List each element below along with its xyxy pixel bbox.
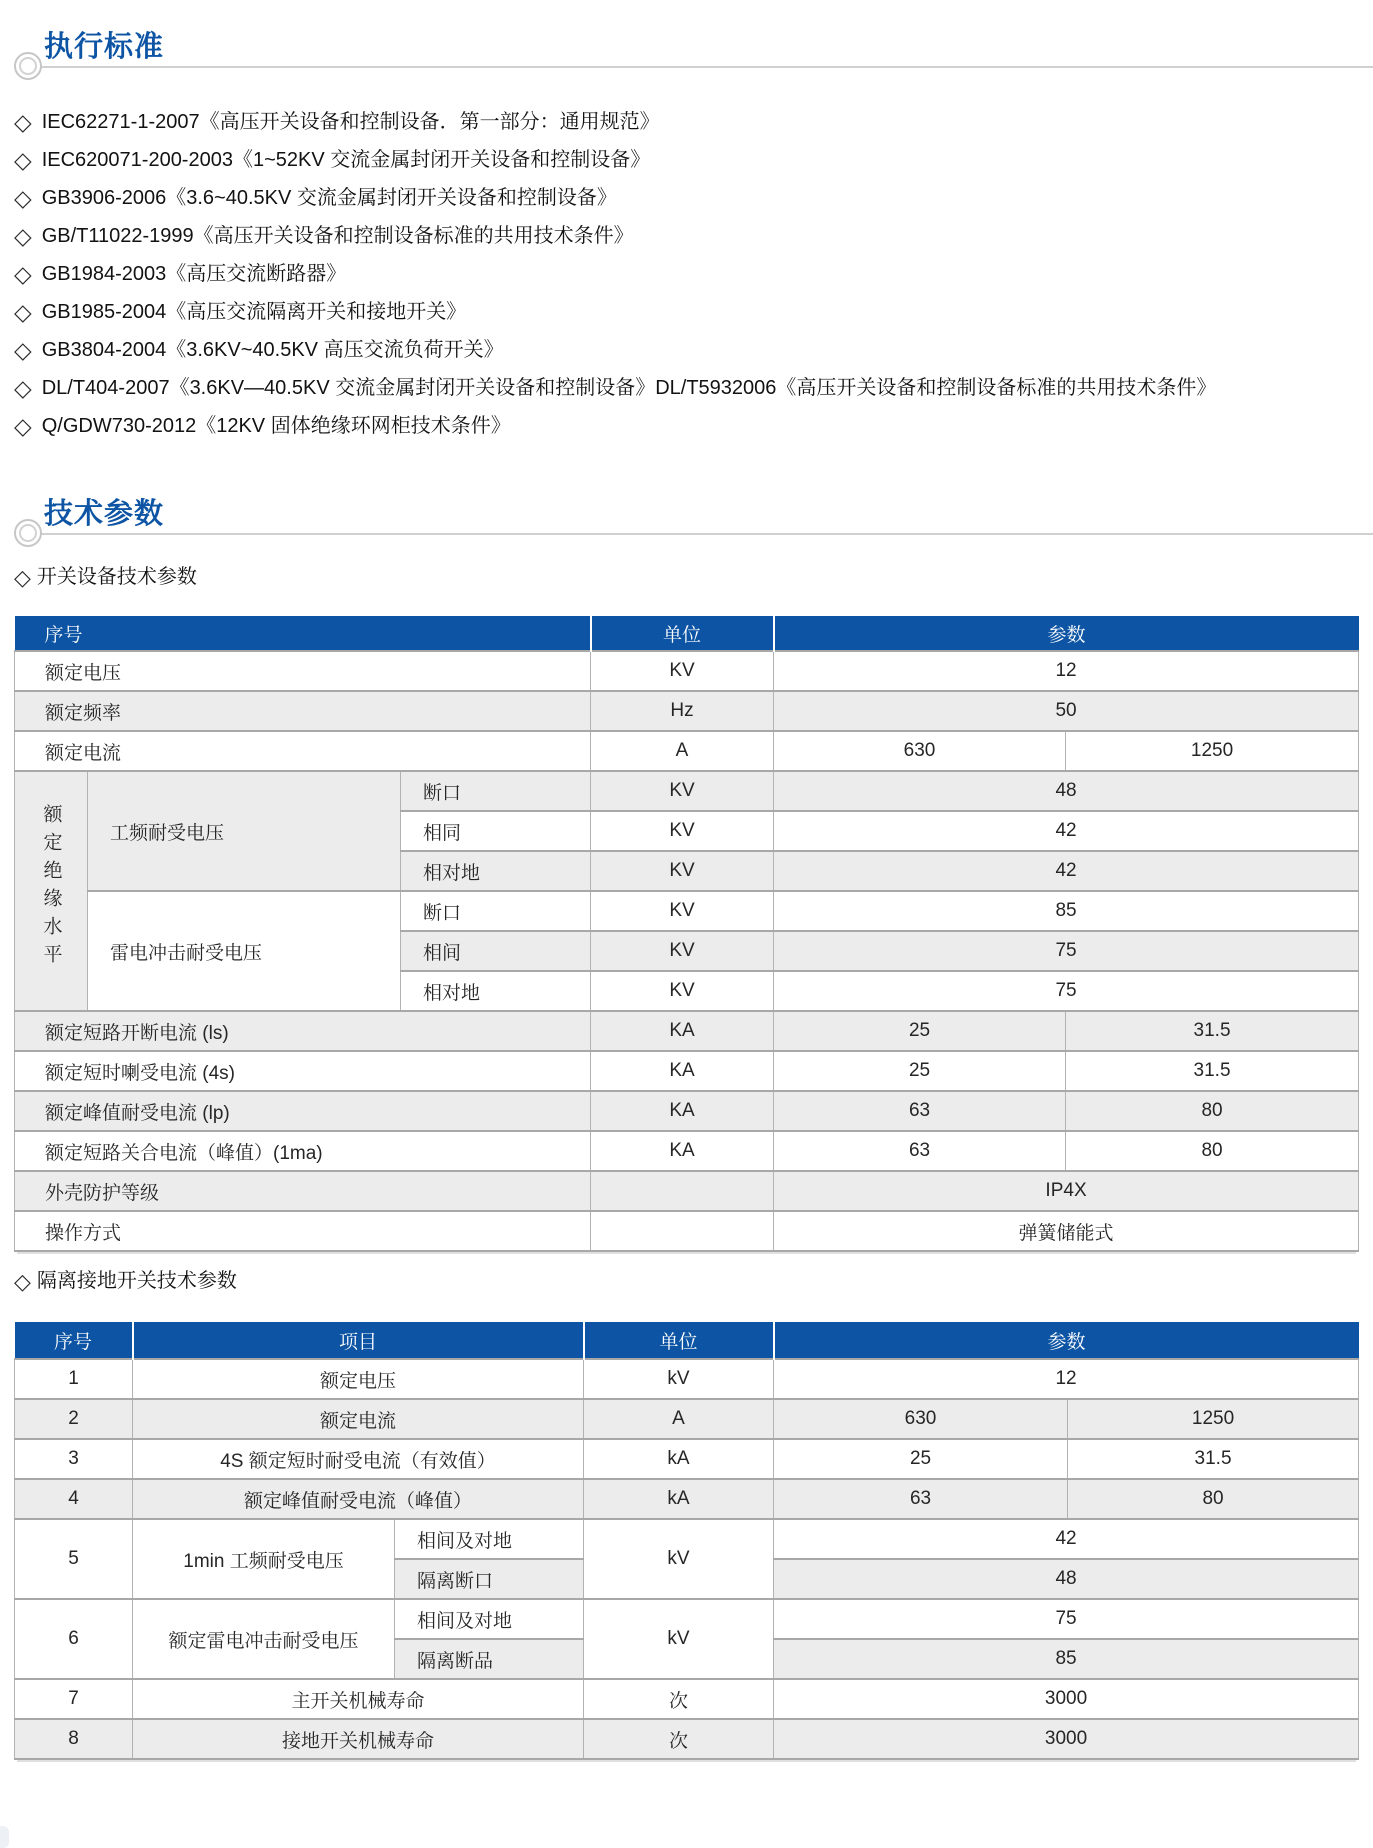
row-unit: kV <box>584 1519 774 1599</box>
row-value: 50 <box>774 691 1359 731</box>
list-item <box>14 331 1364 369</box>
list-item <box>14 407 1364 445</box>
standard-text: Q/GDW730-2012《12KV 固体绝缘环网柜技术条件》 <box>41 415 511 437</box>
row-subgroup-label: 工频耐受电压 <box>88 771 401 891</box>
row-value: 75 <box>774 971 1359 1011</box>
column-header-unit: 单位 <box>584 1322 774 1359</box>
column-header-item: 项目 <box>133 1322 584 1359</box>
table-row <box>15 1719 1359 1759</box>
list-item <box>14 369 1364 407</box>
list-item <box>14 217 1364 255</box>
column-header-index: 序号 <box>15 1322 133 1359</box>
row-value-1: 63 <box>774 1091 1066 1131</box>
row-group-label-vertical: 额定绝缘水平 <box>15 771 88 1011</box>
row-unit: KA <box>591 1091 774 1131</box>
diamond-bullet-icon: ◇ <box>14 185 32 211</box>
standard-text: GB1984-2003《高压交流断路器》 <box>41 263 347 285</box>
ring-icon <box>14 519 42 547</box>
row-value: IP4X <box>774 1171 1359 1211</box>
diamond-bullet-icon: ◇ <box>14 375 32 401</box>
standard-text: GB3804-2004《3.6KV~40.5KV 高压交流负荷开关》 <box>41 339 504 361</box>
row-unit <box>591 1171 774 1211</box>
row-value-2: 31.5 <box>1068 1439 1359 1479</box>
diamond-bullet-icon: ◇ <box>14 1269 31 1294</box>
table-header-row <box>15 1322 1359 1359</box>
row-unit: KV <box>591 851 774 891</box>
table-row <box>15 1171 1359 1211</box>
table-row <box>15 1011 1359 1051</box>
row-label: 外壳防护等级 <box>15 1171 591 1211</box>
table-row <box>15 651 1359 691</box>
row-value: 75 <box>774 1599 1359 1639</box>
list-item <box>14 255 1364 293</box>
row-item: 接地开关机械寿命 <box>133 1719 584 1759</box>
row-index: 2 <box>15 1399 133 1439</box>
row-sub-label: 隔离断口 <box>395 1559 584 1599</box>
row-unit: kV <box>584 1359 774 1399</box>
row-unit: KA <box>591 1011 774 1051</box>
section-divider <box>30 66 1373 68</box>
row-label: 额定峰值耐受电流 (lp) <box>15 1091 591 1131</box>
subsection-disconnector-params <box>14 1264 237 1295</box>
row-index: 3 <box>15 1439 133 1479</box>
row-value: 12 <box>774 1359 1359 1399</box>
section-title-tech-params: 技术参数 <box>44 498 165 530</box>
row-sub-label: 隔离断品 <box>395 1639 584 1679</box>
standard-text: DL/T404-2007《3.6KV—40.5KV 交流金属封闭开关设备和控制设备》DL/T5932006《高压开关设备和控制设备标准的共用技术条件》 <box>41 377 1217 399</box>
row-unit: KV <box>591 971 774 1011</box>
row-sub-label: 相间及对地 <box>395 1599 584 1639</box>
row-value-1: 63 <box>774 1479 1068 1519</box>
row-unit: KV <box>591 931 774 971</box>
row-item: 主开关机械寿命 <box>133 1679 584 1719</box>
row-unit: 次 <box>584 1679 774 1719</box>
standard-text: GB/T11022-1999《高压开关设备和控制设备标准的共用技术条件》 <box>41 225 634 247</box>
standard-text: IEC620071-200-2003《1~52KV 交流金属封闭开关设备和控制设备》 <box>41 149 651 171</box>
row-index: 4 <box>15 1479 133 1519</box>
row-unit: A <box>584 1399 774 1439</box>
disconnector-params-table <box>14 1322 1359 1760</box>
column-header-param: 参数 <box>774 1322 1359 1359</box>
switchgear-params-table <box>14 616 1359 1252</box>
table-row <box>15 1479 1359 1519</box>
row-unit: KV <box>591 651 774 691</box>
list-item <box>14 179 1364 217</box>
diamond-bullet-icon: ◇ <box>14 261 32 287</box>
row-unit: KV <box>591 891 774 931</box>
row-value-1: 63 <box>774 1131 1066 1171</box>
standard-text: GB3906-2006《3.6~40.5KV 交流金属封闭开关设备和控制设备》 <box>41 187 617 209</box>
row-index: 6 <box>15 1599 133 1679</box>
row-unit <box>591 1211 774 1251</box>
list-item <box>14 141 1364 179</box>
table-row <box>15 1399 1359 1439</box>
row-value-1: 25 <box>774 1439 1068 1479</box>
row-value: 85 <box>774 891 1359 931</box>
subsection-switchgear-params <box>14 560 197 591</box>
row-unit: kV <box>584 1599 774 1679</box>
row-unit: A <box>591 731 774 771</box>
row-value: 42 <box>774 1519 1359 1559</box>
row-label: 额定短路开断电流 (ls) <box>15 1011 591 1051</box>
list-item <box>14 103 1364 141</box>
diamond-bullet-icon: ◇ <box>14 413 32 439</box>
table-row <box>15 1359 1359 1399</box>
row-sub-label: 相对地 <box>401 851 591 891</box>
diamond-bullet-icon: ◇ <box>14 147 32 173</box>
row-value-2: 80 <box>1068 1479 1359 1519</box>
row-sub-label: 相间及对地 <box>395 1519 584 1559</box>
row-value: 3000 <box>774 1679 1359 1719</box>
row-value-1: 25 <box>774 1051 1066 1091</box>
row-value-2: 80 <box>1066 1091 1359 1131</box>
table-row <box>15 1679 1359 1719</box>
row-label: 操作方式 <box>15 1211 591 1251</box>
row-unit: KV <box>591 811 774 851</box>
row-value: 42 <box>774 811 1359 851</box>
row-value-2: 1250 <box>1068 1399 1359 1439</box>
row-value-1: 630 <box>774 731 1066 771</box>
row-value-2: 80 <box>1066 1131 1359 1171</box>
table-row <box>15 1051 1359 1091</box>
row-value: 48 <box>774 1559 1359 1599</box>
row-item: 额定电压 <box>133 1359 584 1399</box>
diamond-bullet-icon: ◇ <box>14 109 32 135</box>
standard-text: IEC62271-1-2007《高压开关设备和控制设备．第一部分：通用规范》 <box>41 111 660 133</box>
subsection-label: 隔离接地开关技术参数 <box>36 1270 237 1292</box>
list-item <box>14 293 1364 331</box>
row-label: 额定短路关合电流（峰值）(1ma) <box>15 1131 591 1171</box>
table-row <box>15 1091 1359 1131</box>
row-sub-label: 相同 <box>401 811 591 851</box>
section-title-standards: 执行标准 <box>44 31 165 63</box>
row-value: 弹簧储能式 <box>774 1211 1359 1251</box>
table-row <box>15 1211 1359 1251</box>
row-value: 42 <box>774 851 1359 891</box>
ring-icon <box>14 52 42 80</box>
table-row <box>15 1519 1359 1559</box>
diamond-bullet-icon: ◇ <box>14 565 31 590</box>
row-unit: kA <box>584 1439 774 1479</box>
row-unit: KV <box>591 771 774 811</box>
table-row <box>15 1131 1359 1171</box>
row-value-1: 25 <box>774 1011 1066 1051</box>
section-divider <box>30 533 1373 535</box>
row-subgroup-label: 雷电冲击耐受电压 <box>88 891 401 1011</box>
column-header-index: 序号 <box>15 616 591 651</box>
column-header-unit: 单位 <box>591 616 774 651</box>
row-value-2: 1250 <box>1066 731 1359 771</box>
row-value: 75 <box>774 931 1359 971</box>
row-unit: Hz <box>591 691 774 731</box>
row-index: 1 <box>15 1359 133 1399</box>
table-header-row <box>15 616 1359 651</box>
table-row <box>15 691 1359 731</box>
row-unit: kA <box>584 1479 774 1519</box>
row-unit: 次 <box>584 1719 774 1759</box>
row-value: 48 <box>774 771 1359 811</box>
row-label: 额定频率 <box>15 691 591 731</box>
table-row <box>15 1599 1359 1639</box>
row-index: 8 <box>15 1719 133 1759</box>
table-row <box>15 891 1359 931</box>
row-value-1: 630 <box>774 1399 1068 1439</box>
row-value-2: 31.5 <box>1066 1051 1359 1091</box>
diamond-bullet-icon: ◇ <box>14 223 32 249</box>
standard-text: GB1985-2004《高压交流隔离开关和接地开关》 <box>41 301 467 323</box>
row-label: 额定电流 <box>15 731 591 771</box>
row-value-2: 31.5 <box>1066 1011 1359 1051</box>
diamond-bullet-icon: ◇ <box>14 299 32 325</box>
row-label: 额定短时喇受电流 (4s) <box>15 1051 591 1091</box>
row-item: 1min 工频耐受电压 <box>133 1519 395 1599</box>
row-index: 7 <box>15 1679 133 1719</box>
row-value: 85 <box>774 1639 1359 1679</box>
row-item: 额定电流 <box>133 1399 584 1439</box>
diamond-bullet-icon: ◇ <box>14 337 32 363</box>
row-sub-label: 相间 <box>401 931 591 971</box>
column-header-param: 参数 <box>774 616 1359 651</box>
row-sub-label: 断口 <box>401 891 591 931</box>
row-index: 5 <box>15 1519 133 1599</box>
row-item: 额定峰值耐受电流（峰值） <box>133 1479 584 1519</box>
table-row <box>15 731 1359 771</box>
row-sub-label: 断口 <box>401 771 591 811</box>
row-value: 3000 <box>774 1719 1359 1759</box>
row-value: 12 <box>774 651 1359 691</box>
page-corner-decoration <box>0 1826 9 1848</box>
table-row <box>15 1439 1359 1479</box>
row-unit: KA <box>591 1131 774 1171</box>
row-item: 4S 额定短时耐受电流（有效值） <box>133 1439 584 1479</box>
subsection-label: 开关设备技术参数 <box>36 566 197 588</box>
row-sub-label: 相对地 <box>401 971 591 1011</box>
standards-list <box>14 103 1364 445</box>
row-label: 额定电压 <box>15 651 591 691</box>
table-row <box>15 771 1359 811</box>
row-unit: KA <box>591 1051 774 1091</box>
row-item: 额定雷电冲击耐受电压 <box>133 1599 395 1679</box>
